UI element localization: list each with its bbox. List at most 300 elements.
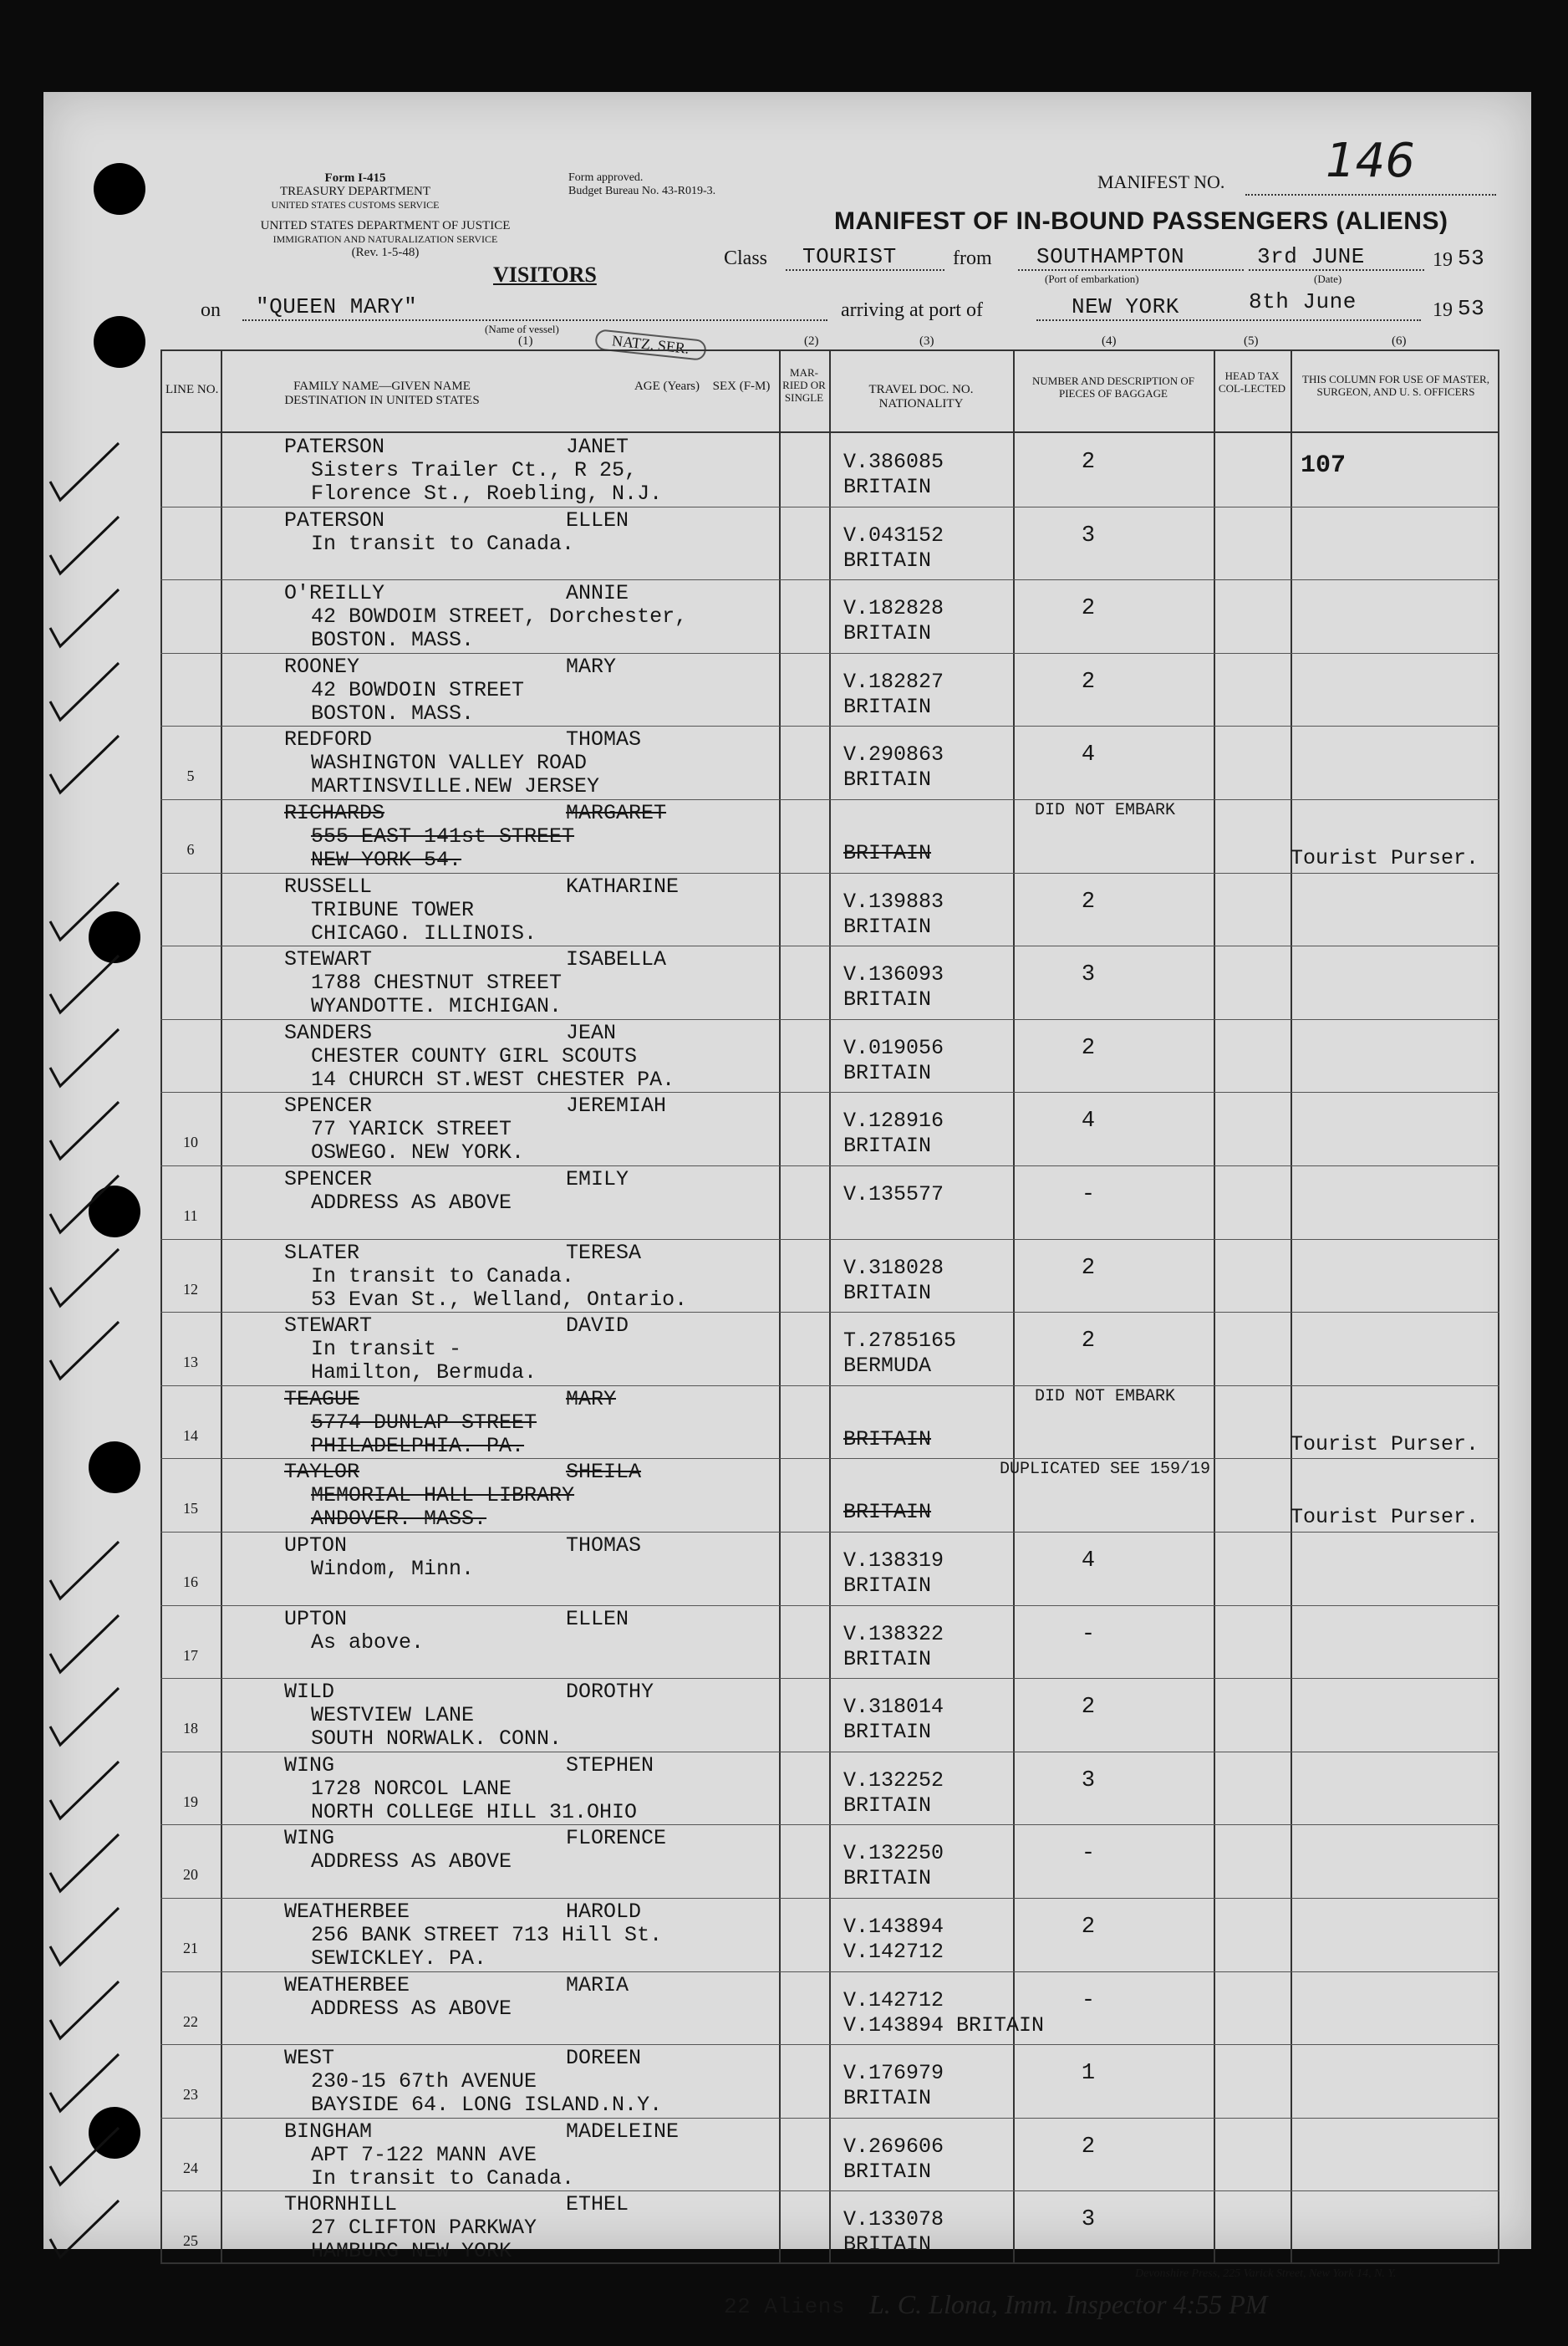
family-name: SANDERS — [284, 1020, 373, 1045]
budget-text: Budget Bureau No. 43-R019-3. — [568, 185, 716, 197]
header-married: MAR-RIED OR SINGLE — [782, 366, 826, 404]
baggage-count: 2 — [1081, 669, 1096, 695]
col-num-5: (5) — [1244, 334, 1259, 348]
address-line-2: Hamilton, Bermuda. — [311, 1360, 537, 1385]
address-line-2: PHILADELPHIA. PA. — [311, 1433, 525, 1458]
given-name: THOMAS — [566, 727, 642, 752]
address-line-1: 1788 CHESTNUT STREET — [311, 971, 563, 996]
nationality: BRITAIN — [843, 841, 932, 865]
address-line-2: 53 Evan St., Welland, Ontario. — [311, 1287, 688, 1312]
baggage-count: 3 — [1081, 962, 1096, 988]
nationality: BRITAIN — [843, 1134, 932, 1159]
baggage-count: 2 — [1081, 450, 1096, 475]
page-title: MANIFEST OF IN-BOUND PASSENGERS (ALIENS) — [834, 207, 1448, 235]
given-name: ETHEL — [566, 2192, 629, 2217]
address-line-1: 42 BOWDOIN STREET — [311, 677, 525, 702]
date-caption: (Date) — [1314, 273, 1342, 285]
arrival-year: 53 — [1458, 296, 1485, 321]
vessel-name: "QUEEN MARY" — [256, 294, 418, 319]
address-line-2: BAYSIDE 64. LONG ISLAND.N.Y. — [311, 2093, 663, 2118]
punch-hole — [89, 1441, 140, 1493]
family-name: UPTON — [284, 1533, 348, 1558]
officers-note: 107 — [1301, 451, 1347, 480]
arrival-year-prefix: 19 — [1433, 299, 1453, 321]
given-name: HAROLD — [566, 1900, 642, 1924]
baggage-count: 2 — [1081, 1035, 1096, 1061]
family-name: TAYLOR — [284, 1460, 360, 1485]
class-value: TOURIST — [802, 244, 897, 269]
baggage-count: 2 — [1081, 1255, 1096, 1281]
table-row — [160, 507, 1499, 580]
baggage-count: 1 — [1081, 2061, 1096, 2087]
header-age: AGE (Years) — [634, 380, 700, 393]
table-row — [160, 1752, 1499, 1825]
table-row — [160, 1605, 1499, 1679]
row-divider — [160, 1019, 1499, 1020]
header-baggage: NUMBER AND DESCRIPTION OF PIECES OF BAGGAGE — [1032, 375, 1194, 400]
table-row — [160, 1385, 1499, 1459]
travel-doc-number: V.128916 — [843, 1109, 944, 1134]
nationality: BRITAIN — [843, 475, 932, 499]
baggage-count: 2 — [1081, 1915, 1096, 1940]
arrival-date: 8th June — [1249, 289, 1357, 314]
given-name: TERESA — [566, 1240, 642, 1265]
family-name: UPTON — [284, 1606, 348, 1631]
given-name: JEREMIAH — [566, 1094, 667, 1119]
given-name: JANET — [566, 435, 629, 459]
given-name: FLORENCE — [566, 1826, 667, 1851]
travel-doc-number: V.133078 — [843, 2207, 944, 2232]
col-num-4: (4) — [1102, 334, 1117, 348]
travel-doc-number: V.019056 — [843, 1035, 944, 1060]
travel-doc-number: V.132252 — [843, 1767, 944, 1793]
address-line-1: In transit to Canada. — [311, 531, 575, 556]
row-divider — [160, 1898, 1499, 1899]
natz-service-stamp: NATZ. SER. — [594, 329, 706, 361]
baggage-count: - — [1081, 1987, 1096, 2013]
travel-doc-number: V.290863 — [843, 742, 944, 768]
table-row — [160, 1971, 1499, 2045]
checkmark-icon — [35, 1683, 127, 1750]
nationality: BRITAIN — [843, 1646, 932, 1671]
nationality: BRITAIN — [843, 621, 932, 646]
baggage-count: - — [1081, 1182, 1096, 1207]
travel-doc-number: V.138322 — [843, 1621, 944, 1646]
checkmark-icon — [35, 1610, 127, 1677]
family-name: RICHARDS — [284, 801, 385, 825]
address-line-2: SOUTH NORWALK. CONN. — [311, 1726, 563, 1752]
ins-service: IMMIGRATION AND NATURALIZATION SERVICE — [272, 233, 498, 245]
col-num-1: (1) — [518, 334, 533, 348]
nationality: BERMUDA — [843, 1354, 932, 1379]
checkmark-icon — [35, 878, 127, 945]
family-name: PATERSON — [284, 435, 385, 459]
travel-doc-number: V.318014 — [843, 1695, 944, 1720]
address-line-1: WASHINGTON VALLEY ROAD — [311, 751, 588, 776]
table-row — [160, 946, 1499, 1019]
table-row — [160, 579, 1499, 653]
checkmark-icon — [35, 1903, 127, 1970]
address-line-2: Florence St., Roebling, N.J. — [311, 482, 663, 506]
travel-doc-number: V.318028 — [843, 1255, 944, 1280]
manifest-number: 146 — [1326, 134, 1415, 188]
passenger-table — [160, 349, 1499, 2264]
line-number: 20 — [183, 1866, 198, 1884]
treasury-dept: TREASURY DEPARTMENT — [279, 185, 431, 198]
address-line-2: WYANDOTTE. MICHIGAN. — [311, 994, 563, 1019]
header-family-name: FAMILY NAME—GIVEN NAME — [293, 380, 471, 393]
address-line-1: WESTVIEW LANE — [311, 1703, 475, 1728]
travel-doc-number: V.136093 — [843, 962, 944, 987]
row-divider — [160, 2044, 1499, 2045]
address-line-1: Sisters Trailer Ct., R 25, — [311, 458, 638, 482]
family-name: WEST — [284, 2046, 335, 2071]
checkmark-icon — [35, 1757, 127, 1823]
given-name: MARY — [566, 1386, 617, 1411]
checkmark-icon — [35, 584, 127, 651]
given-name: ELLEN — [566, 507, 629, 533]
row-divider — [160, 1312, 1499, 1313]
row-divider — [160, 1385, 1499, 1386]
table-row — [160, 1824, 1499, 1898]
table-row — [160, 433, 1499, 507]
row-divider — [160, 726, 1499, 727]
address-line-1: 1728 NORCOL LANE — [311, 1776, 512, 1801]
rev-date: (Rev. 1-5-48) — [351, 246, 420, 259]
table-row — [160, 1312, 1499, 1385]
checkmark-icon — [35, 658, 127, 725]
family-name: WEATHERBEE — [284, 1900, 410, 1924]
officers-note: Tourist Purser. — [1291, 846, 1479, 870]
address-line-2: NEW YORK 54. — [311, 848, 462, 872]
given-name: DOREEN — [566, 2046, 642, 2071]
address-line-2: NORTH COLLEGE HILL 31.OHIO — [311, 1799, 638, 1824]
nationality: V.143894 BRITAIN — [843, 2012, 1045, 2037]
family-name: WEATHERBEE — [284, 1972, 410, 1997]
baggage-count: 4 — [1081, 742, 1096, 768]
from-label: from — [953, 247, 992, 269]
address-line-1: 27 CLIFTON PARKWAY — [311, 2216, 537, 2241]
baggage-count: 2 — [1081, 1695, 1096, 1721]
checkmark-icon — [35, 2196, 127, 2262]
punch-hole — [94, 316, 145, 368]
address-line-2: In transit to Canada. — [311, 2165, 575, 2190]
vessel-caption: (Name of vessel) — [485, 323, 559, 335]
nationality: BRITAIN — [843, 1500, 932, 1525]
justice-dept: UNITED STATES DEPARTMENT OF JUSTICE — [260, 219, 511, 232]
line-number: 16 — [183, 1573, 198, 1590]
address-line-1: APT 7-122 MANN AVE — [311, 2142, 537, 2167]
travel-doc-number: V.269606 — [843, 2134, 944, 2159]
checkmark-icon — [35, 731, 127, 798]
row-divider — [160, 653, 1499, 654]
nationality: BRITAIN — [843, 2159, 932, 2184]
travel-doc-number: V.043152 — [843, 523, 944, 548]
nationality: BRITAIN — [843, 914, 932, 939]
family-name: SPENCER — [284, 1167, 373, 1191]
given-name: DOROTHY — [566, 1680, 654, 1705]
header-sex: SEX (F-M) — [712, 380, 771, 393]
officers-note: Tourist Purser. — [1291, 1431, 1479, 1456]
address-line-1: CHESTER COUNTY GIRL SCOUTS — [311, 1043, 638, 1068]
family-name: BINGHAM — [284, 2119, 373, 2144]
checkmark-icon — [35, 2123, 127, 2190]
line-number: 25 — [183, 2232, 198, 2250]
nationality: BRITAIN — [843, 987, 932, 1012]
family-name: THORNHILL — [284, 2192, 398, 2217]
address-line-1: In transit - — [311, 1337, 462, 1362]
nationality: BRITAIN — [843, 548, 932, 573]
row-divider — [160, 1605, 1499, 1606]
checkmark-icon — [35, 1829, 127, 1896]
family-name: SLATER — [284, 1240, 360, 1265]
baggage-count: 2 — [1081, 889, 1096, 915]
line-number: 19 — [183, 1793, 198, 1810]
line-number: 22 — [183, 2012, 198, 2030]
row-divider — [160, 1092, 1499, 1093]
family-name: STEWART — [284, 1313, 373, 1339]
table-row — [160, 873, 1499, 946]
family-name: SPENCER — [284, 1094, 373, 1119]
nationality: BRITAIN — [843, 768, 932, 793]
checkmark-icon — [35, 1317, 127, 1384]
manifest-no-label: MANIFEST NO. — [1097, 171, 1225, 192]
given-name: ANNIE — [566, 581, 629, 606]
address-line-1: MEMORIAL HALL LIBRARY — [311, 1483, 575, 1508]
table-row — [160, 2118, 1499, 2191]
baggage-count: DID NOT EMBARK — [1034, 801, 1176, 820]
checkmark-icon — [35, 1024, 127, 1091]
family-name: WILD — [284, 1680, 335, 1705]
nationality: BRITAIN — [843, 694, 932, 719]
line-number: 10 — [183, 1134, 198, 1151]
address-line-1: In transit to Canada. — [311, 1263, 575, 1288]
embark-date: 3rd JUNE — [1257, 244, 1365, 269]
table-row — [160, 1165, 1499, 1239]
arriving-label: arriving at port of — [841, 299, 983, 321]
customs-service: UNITED STATES CUSTOMS SERVICE — [271, 199, 440, 211]
row-divider — [160, 1971, 1499, 1972]
nationality: BRITAIN — [843, 1426, 932, 1451]
travel-doc-number: V.139883 — [843, 889, 944, 914]
address-line-2: BOSTON. MASS. — [311, 701, 475, 726]
family-name: TEAGUE — [284, 1386, 360, 1411]
given-name: EMILY — [566, 1167, 629, 1191]
travel-doc-number: V.176979 — [843, 2061, 944, 2086]
given-name: THOMAS — [566, 1533, 642, 1558]
table-row — [160, 1678, 1499, 1752]
checkmark-icon — [35, 1097, 127, 1164]
travel-doc-number: T.2785165 — [843, 1329, 957, 1354]
baggage-count: DUPLICATED SEE 159/19 — [999, 1460, 1211, 1480]
form-header-left — [259, 171, 451, 212]
row-divider — [160, 2118, 1499, 2119]
address-line-2: CHICAGO. ILLINOIS. — [311, 921, 537, 946]
nationality: BRITAIN — [843, 1866, 932, 1891]
nationality: BRITAIN — [843, 1060, 932, 1085]
address-line-1: 5774 DUNLAP STREET — [311, 1410, 537, 1435]
table-row — [160, 799, 1499, 873]
year-prefix: 19 — [1433, 249, 1453, 271]
checkmark-icon — [35, 951, 127, 1017]
address-line-1: 77 YARICK STREET — [311, 1117, 512, 1142]
port-caption: (Port of embarkation) — [1045, 273, 1139, 285]
baggage-count: 3 — [1081, 523, 1096, 548]
address-line-1: ADDRESS AS ABOVE — [311, 1191, 512, 1215]
header-name — [244, 380, 520, 408]
header-head-tax: HEAD TAX COL-LECTED — [1218, 370, 1286, 395]
line-number: 23 — [183, 2086, 198, 2104]
address-line-2: HAMBURG NEW YORK — [311, 2239, 512, 2264]
baggage-count: 2 — [1081, 2134, 1096, 2160]
officers-note: Tourist Purser. — [1291, 1505, 1479, 1530]
line-number: 17 — [183, 1646, 198, 1664]
family-name: RUSSELL — [284, 874, 373, 899]
form-number: Form I-415 — [324, 171, 386, 185]
row-divider — [160, 579, 1499, 580]
row-divider — [160, 1458, 1499, 1459]
address-line-2: BOSTON. MASS. — [311, 628, 475, 653]
row-divider — [160, 1165, 1499, 1166]
line-number: 12 — [183, 1280, 198, 1298]
header-destination: DESTINATION IN UNITED STATES — [284, 394, 480, 407]
header-line-no: LINE NO. — [165, 383, 219, 396]
col-num-2: (2) — [804, 334, 819, 348]
baggage-count: 3 — [1081, 1767, 1096, 1793]
nationality: BRITAIN — [843, 1280, 932, 1305]
address-line-1: 256 BANK STREET 713 Hill St. — [311, 1923, 663, 1947]
address-line-1: TRIBUNE TOWER — [311, 897, 475, 922]
family-name: STEWART — [284, 947, 373, 972]
table-row — [160, 653, 1499, 727]
table-row — [160, 1898, 1499, 1971]
line-number: 14 — [183, 1426, 198, 1444]
given-name: DAVID — [566, 1313, 629, 1339]
punch-hole — [94, 163, 145, 215]
travel-doc-number: V.386085 — [843, 450, 944, 474]
address-line-2: OSWEGO. NEW YORK. — [311, 1140, 525, 1165]
line-number: 18 — [183, 1720, 198, 1737]
family-name: O'REILLY — [284, 581, 385, 606]
checkmark-icon — [35, 1170, 127, 1237]
given-name: ISABELLA — [566, 947, 667, 972]
checkmark-icon — [35, 1244, 127, 1311]
family-name: REDFORD — [284, 727, 373, 752]
line-number: 15 — [183, 1500, 198, 1517]
baggage-count: 4 — [1081, 1109, 1096, 1135]
row-divider — [160, 799, 1499, 800]
inspector-signature: L. C. Llona, Imm. Inspector 4:55 PM — [869, 2289, 1268, 2319]
baggage-count: 3 — [1081, 2207, 1096, 2233]
row-divider — [160, 2190, 1499, 2191]
address-line-1: ADDRESS AS ABOVE — [311, 1849, 512, 1874]
header-travel-doc: TRAVEL DOC. NO. NATIONALITY — [868, 383, 974, 411]
address-line-1: 42 BOWDOIM STREET, Dorchester, — [311, 604, 688, 630]
row-divider — [160, 1532, 1499, 1533]
nationality: V.142712 — [843, 1940, 944, 1964]
address-line-1: Windom, Minn. — [311, 1557, 475, 1581]
baggage-count: 4 — [1081, 1548, 1096, 1573]
row-divider — [160, 1824, 1499, 1825]
address-line-2: ANDOVER. MASS. — [311, 1507, 487, 1532]
header-officers-use: THIS COLUMN FOR USE OF MASTER, SURGEON, AND U. S. OFFICERS — [1302, 373, 1489, 398]
address-line-1: As above. — [311, 1629, 425, 1655]
given-name: MARY — [566, 654, 617, 679]
checkmark-icon — [35, 438, 127, 505]
col-num-3: (3) — [919, 334, 934, 348]
table-row — [160, 2044, 1499, 2118]
travel-doc-number: V.138319 — [843, 1548, 944, 1573]
address-line-2: MARTINSVILLE.NEW JERSEY — [311, 774, 600, 799]
form-approval — [568, 171, 715, 198]
given-name: STEPHEN — [566, 1752, 654, 1777]
baggage-count: 2 — [1081, 1329, 1096, 1354]
nationality: BRITAIN — [843, 1793, 932, 1818]
address-line-1: ADDRESS AS ABOVE — [311, 1996, 512, 2021]
nationality: BRITAIN — [843, 2232, 932, 2257]
printer-imprint: Devonshire Press, 225 Varick Street, New York 14, N. Y. — [1135, 2267, 1397, 2280]
baggage-count: - — [1081, 1841, 1096, 1867]
family-name: WING — [284, 1826, 335, 1851]
table-row — [160, 1532, 1499, 1605]
checkmark-icon — [35, 1537, 127, 1604]
class-label: Class — [724, 247, 768, 269]
baggage-count: DID NOT EMBARK — [1034, 1386, 1176, 1406]
nationality: BRITAIN — [843, 1720, 932, 1745]
table-row — [160, 1239, 1499, 1313]
line-number: 21 — [183, 1940, 198, 1956]
approved-text: Form approved. — [568, 171, 644, 184]
aliens-total: 22 Aliens — [724, 2294, 845, 2319]
table-row — [160, 1458, 1499, 1532]
row-divider — [160, 1239, 1499, 1240]
line-number: 6 — [186, 841, 195, 858]
travel-doc-number: V.135577 — [843, 1182, 944, 1206]
line-number: 11 — [183, 1207, 198, 1224]
arrival-port: NEW YORK — [1072, 294, 1179, 319]
travel-doc-number: V.142712 — [843, 1987, 944, 2012]
travel-doc-number: V.143894 — [843, 1915, 944, 1939]
address-line-1: 230-15 67th AVENUE — [311, 2069, 537, 2094]
travel-doc-number: V.132250 — [843, 1841, 944, 1866]
row-divider — [160, 873, 1499, 874]
table-row — [160, 1092, 1499, 1165]
travel-doc-number: V.182828 — [843, 596, 944, 621]
col-num-6: (6) — [1392, 334, 1407, 348]
justice-block — [197, 219, 573, 259]
address-line-2: SEWICKLEY. PA. — [311, 1946, 487, 1971]
given-name: MARGARET — [566, 801, 667, 825]
visitors-heading: VISITORS — [493, 263, 597, 287]
nationality: BRITAIN — [843, 2086, 932, 2111]
given-name: MARIA — [566, 1972, 629, 1997]
address-line-2: 14 CHURCH ST.WEST CHESTER PA. — [311, 1067, 675, 1092]
given-name: KATHARINE — [566, 874, 680, 899]
address-line-1: 555 EAST 141st STREET — [311, 824, 575, 849]
checkmark-icon — [35, 512, 127, 579]
given-name: ELLEN — [566, 1606, 629, 1631]
given-name: SHEILA — [566, 1460, 642, 1485]
table-row — [160, 726, 1499, 799]
on-label: on — [201, 299, 221, 321]
year: 53 — [1458, 246, 1485, 271]
nationality: BRITAIN — [843, 1573, 932, 1598]
family-name: PATERSON — [284, 507, 385, 533]
row-divider — [160, 1678, 1499, 1679]
table-row — [160, 2190, 1499, 2264]
line-number: 5 — [186, 768, 195, 785]
line-number: 13 — [183, 1354, 198, 1371]
